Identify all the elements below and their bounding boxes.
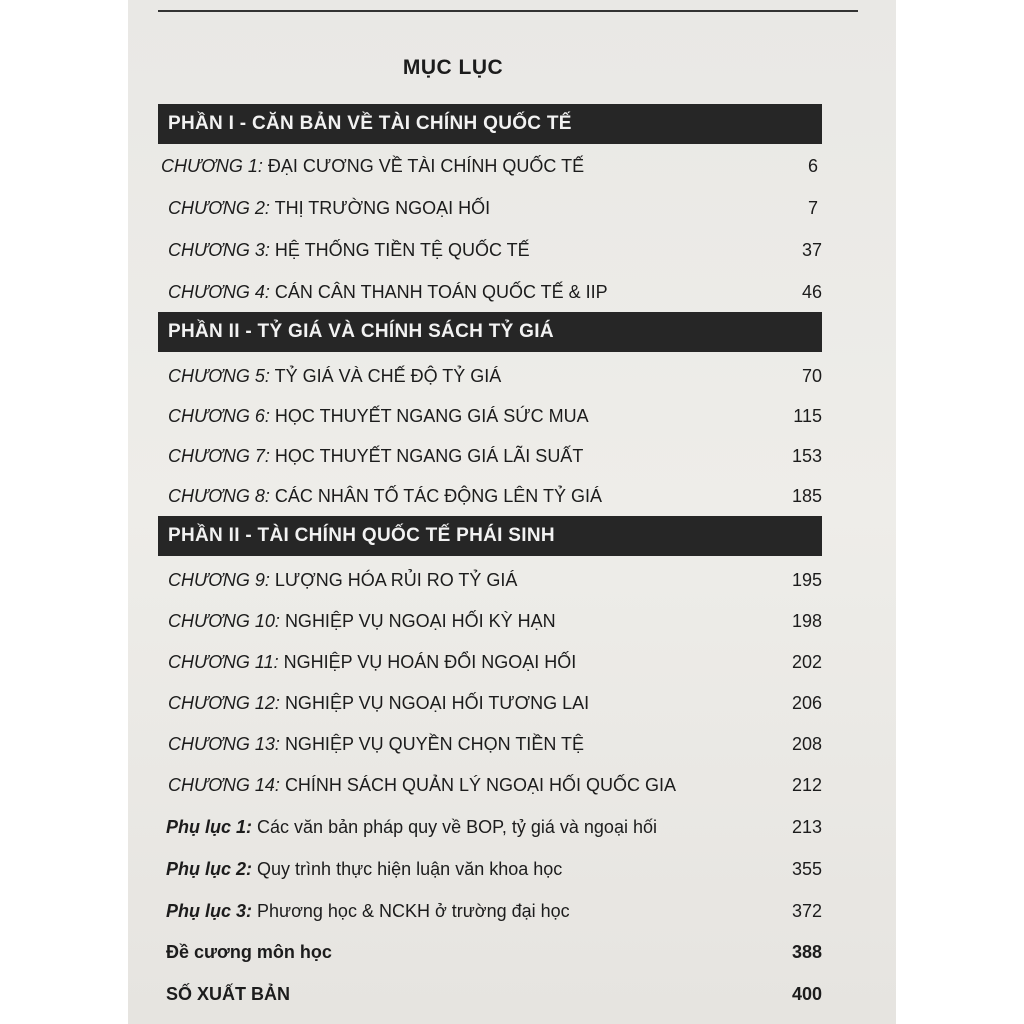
- appendix-number: Phụ lục 3:: [166, 901, 253, 921]
- page-number: 212: [791, 775, 822, 795]
- toc-entry-chapter-11[interactable]: [128, 648, 896, 680]
- chapter-number: CHƯƠNG 2:: [168, 198, 270, 218]
- chapter-title: LƯỢNG HÓA RỦI RO TỶ GIÁ: [274, 570, 518, 590]
- chapter-title: CÁC NHÂN TỐ TÁC ĐỘNG LÊN TỶ GIÁ: [274, 486, 602, 506]
- chapter-title: NGHIỆP VỤ NGOẠI HỐI TƯƠNG LAI: [284, 693, 590, 713]
- chapter-number: CHƯƠNG 11:: [168, 652, 279, 672]
- chapter-title: ĐẠI CƯƠNG VỀ TÀI CHÍNH QUỐC TẾ: [267, 156, 585, 176]
- toc-entry-publication-number[interactable]: [128, 980, 896, 1012]
- page-number: 206: [791, 693, 822, 713]
- chapter-title: NGHIỆP VỤ QUYỀN CHỌN TIỀN TỆ: [284, 734, 584, 754]
- page-number: 372: [791, 901, 822, 921]
- toc-entry-chapter-14[interactable]: [128, 771, 896, 803]
- chapter-number: CHƯƠNG 9:: [168, 570, 270, 590]
- chapter-title: CHÍNH SÁCH QUẢN LÝ NGOẠI HỐI QUỐC GIA: [284, 775, 676, 795]
- page-number: 198: [791, 611, 822, 631]
- toc-entry-chapter-5[interactable]: [128, 362, 896, 394]
- toc-entry-chapter-6[interactable]: [128, 402, 896, 434]
- toc-entry-chapter-1[interactable]: [128, 152, 896, 184]
- chapter-number: CHƯƠNG 1:: [161, 156, 263, 176]
- toc-entry-chapter-8[interactable]: [128, 482, 896, 514]
- appendix-number: Phụ lục 1:: [166, 817, 253, 837]
- part-3-header: [158, 516, 822, 556]
- toc-entry-appendix-3[interactable]: [128, 897, 896, 929]
- chapter-number: CHƯƠNG 12:: [168, 693, 280, 713]
- chapter-number: CHƯƠNG 13:: [168, 734, 280, 754]
- page-number: 355: [791, 859, 822, 879]
- chapter-title: THỊ TRƯỜNG NGOẠI HỐI: [274, 198, 491, 218]
- toc-entry-appendix-2[interactable]: [128, 855, 896, 887]
- entry-title: Đề cương môn học: [166, 942, 332, 962]
- page-number: 388: [791, 942, 822, 962]
- chapter-number: CHƯƠNG 6:: [168, 406, 270, 426]
- part-2-header: [158, 312, 822, 352]
- page-number: 6: [807, 156, 818, 176]
- chapter-number: CHƯƠNG 7:: [168, 446, 270, 466]
- toc-entry-chapter-4[interactable]: [128, 278, 896, 310]
- chapter-title: NGHIỆP VỤ HOÁN ĐỔI NGOẠI HỐI: [283, 652, 577, 672]
- toc-title: MỤC LỤC: [402, 56, 504, 79]
- page-number: 46: [801, 282, 822, 302]
- page-number: 153: [791, 446, 822, 466]
- book-page: [128, 0, 896, 1024]
- chapter-number: CHƯƠNG 14:: [168, 775, 280, 795]
- page-number: 213: [791, 817, 822, 837]
- toc-entry-appendix-1[interactable]: [128, 813, 896, 845]
- toc-entry-chapter-9[interactable]: [128, 566, 896, 598]
- toc-entry-chapter-7[interactable]: [128, 442, 896, 474]
- chapter-number: CHƯƠNG 3:: [168, 240, 270, 260]
- appendix-title: Phương học & NCKH ở trường đại học: [257, 901, 570, 921]
- chapter-title: HỌC THUYẾT NGANG GIÁ LÃI SUẤT: [274, 446, 584, 466]
- page-number: 70: [801, 366, 822, 386]
- page-number: 208: [791, 734, 822, 754]
- part-1-label: PHẦN I - CĂN BẢN VỀ TÀI CHÍNH QUỐC TẾ: [168, 113, 572, 134]
- part-1-header: [158, 104, 822, 144]
- appendix-title: Các văn bản pháp quy về BOP, tỷ giá và ngoại hối: [257, 817, 657, 837]
- chapter-title: HỌC THUYẾT NGANG GIÁ SỨC MUA: [274, 406, 589, 426]
- part-2-label: PHẦN II - TỶ GIÁ VÀ CHÍNH SÁCH TỶ GIÁ: [168, 321, 554, 342]
- toc-entry-syllabus[interactable]: [128, 938, 896, 970]
- page-number: 195: [791, 570, 822, 590]
- header-rule: [158, 10, 858, 12]
- entry-title: SỐ XUẤT BẢN: [166, 984, 291, 1004]
- page-number: 7: [807, 198, 818, 218]
- part-3-label: PHẦN II - TÀI CHÍNH QUỐC TẾ PHÁI SINH: [168, 525, 555, 546]
- chapter-number: CHƯƠNG 8:: [168, 486, 270, 506]
- toc-entry-chapter-12[interactable]: [128, 689, 896, 721]
- appendix-number: Phụ lục 2:: [166, 859, 253, 879]
- appendix-title: Quy trình thực hiện luận văn khoa học: [257, 859, 563, 879]
- chapter-number: CHƯƠNG 10:: [168, 611, 280, 631]
- toc-entry-chapter-10[interactable]: [128, 607, 896, 639]
- toc-entry-chapter-3[interactable]: [128, 236, 896, 268]
- chapter-title: NGHIỆP VỤ NGOẠI HỐI KỲ HẠN: [284, 611, 556, 631]
- page-number: 115: [793, 406, 822, 426]
- page-number: 37: [801, 240, 822, 260]
- chapter-number: CHƯƠNG 5:: [168, 366, 270, 386]
- toc-entry-chapter-13[interactable]: [128, 730, 896, 762]
- page-number: 202: [791, 652, 822, 672]
- page-number: 185: [791, 486, 822, 506]
- chapter-title: CÁN CÂN THANH TOÁN QUỐC TẾ & IIP: [274, 282, 608, 302]
- chapter-title: TỶ GIÁ VÀ CHẾ ĐỘ TỶ GIÁ: [274, 366, 502, 386]
- chapter-title: HỆ THỐNG TIỀN TỆ QUỐC TẾ: [274, 240, 530, 260]
- chapter-number: CHƯƠNG 4:: [168, 282, 270, 302]
- toc-entry-chapter-2[interactable]: [128, 194, 896, 226]
- page-number: 400: [791, 984, 822, 1004]
